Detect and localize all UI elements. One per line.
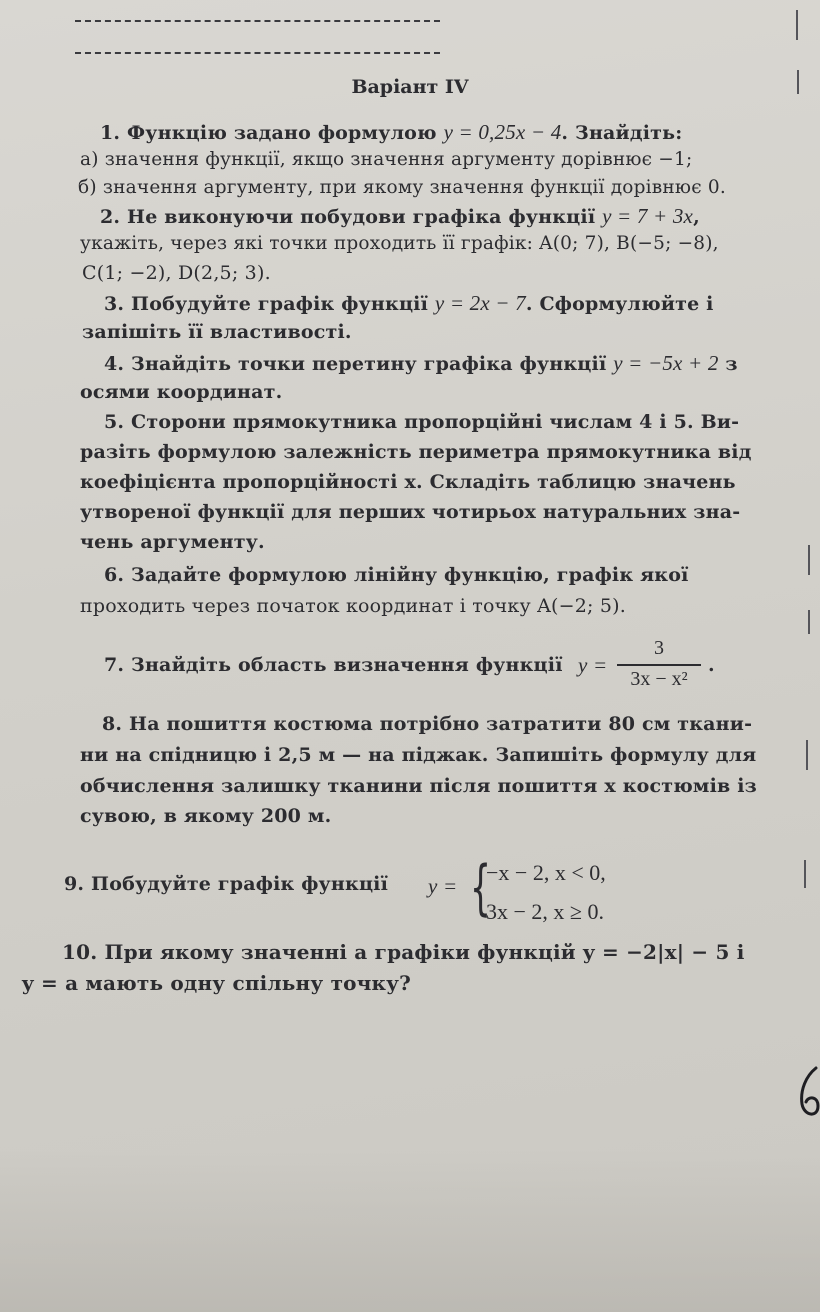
task-3-formula: y = 2x − 7 [434, 291, 526, 315]
task-1-text-end: . Знайдіть: [561, 122, 683, 144]
task-3-text: 3. Побудуйте графік функції [104, 293, 435, 315]
task-4-text-end: з [718, 353, 738, 375]
task-2-line-1 [100, 204, 700, 229]
task-5-line-3: коефіцієнта пропорційності x. Складіть таблицю значень [80, 471, 736, 493]
task-5-line-1: 5. Сторони прямокутника пропорційні числам 4 і 5. Ви- [104, 411, 740, 433]
task-2-line-3: C(1; −2), D(2,5; 3). [82, 262, 271, 284]
blank-answer-line-2 [75, 52, 440, 54]
fraction-bar [617, 664, 701, 666]
task-1-line-1 [100, 120, 682, 145]
task-5-line-2: разіть формулою залежність периметра прямокутника від [80, 441, 752, 463]
task-1-text: 1. Функцію задано формулою [100, 122, 444, 144]
task-9-lhs: y = [428, 874, 458, 898]
task-1-line-2: а) значення функції, якщо значення аргументу дорівнює −1; [80, 149, 693, 170]
task-4-formula: y = −5x + 2 [613, 351, 719, 375]
task-2-formula: y = 7 + 3x [602, 204, 694, 228]
blank-answer-line-1 [75, 20, 440, 22]
task-5-line-4: утвореної функції для перших чотирьох натуральних зна- [80, 501, 741, 523]
task-7-fraction [617, 637, 701, 697]
task-4-line-2: осями координат. [80, 381, 283, 403]
task-7-numerator: 3 [654, 637, 664, 659]
task-3-line-2: запішіть її властивості. [82, 321, 352, 343]
task-4-text: 4. Знайдіть точки перетину графіка функції [104, 353, 614, 375]
task-9-case-1: −x − 2, x < 0, [486, 860, 606, 885]
task-6-line-1: 6. Задайте формулою лінійну функцію, графік якої [104, 564, 689, 586]
task-8-line-1: 8. На пошиття костюма потрібно затратити 80 см ткани- [102, 713, 753, 735]
task-9-line-1: 9. Побудуйте графік функції [64, 873, 389, 895]
page-bottom-shadow [0, 1150, 820, 1312]
task-2-line-2: укажіть, через які точки проходить її графік: A(0; 7), B(−5; −8), [80, 233, 719, 254]
task-1-formula: y = 0,25x − 4 [443, 120, 562, 144]
page-edge-mark [808, 545, 810, 575]
piecewise-brace-icon: { [470, 853, 492, 923]
task-3-text-end: . Сформулюйте і [525, 293, 714, 315]
task-7-lhs: y = [578, 653, 608, 677]
task-10-line-1: 10. При якому значенні a графіки функцій y = −2|x| − 5 і [62, 940, 745, 964]
task-2-text: 2. Не виконуючи побудови графіка функції [100, 206, 603, 228]
task-2-text-end: , [693, 206, 700, 228]
task-8-line-2: ни на спідницю і 2,5 м — на піджак. Запишіть формулу для [80, 744, 757, 766]
page-edge-mark [804, 860, 806, 888]
task-1-line-3: б) значення аргументу, при якому значення функції дорівнює 0. [78, 177, 726, 198]
variant-heading: Варіант IV [351, 76, 469, 98]
task-9-case-2: 3x − 2, x ≥ 0. [486, 899, 604, 924]
task-7-end: . [708, 654, 715, 676]
task-7-denominator: 3x − x² [630, 668, 688, 690]
task-6-line-2: проходить через початок координат і точку A(−2; 5). [80, 595, 627, 617]
page-edge-mark [796, 10, 798, 40]
task-10-line-2: y = a мають одну спільну точку? [22, 971, 412, 995]
page-edge-mark [806, 740, 808, 770]
task-5-line-5: чень аргументу. [80, 531, 265, 553]
pen-mark-icon [796, 1066, 820, 1120]
task-3-line-1 [104, 291, 714, 316]
task-8-line-3: обчислення залишку тканини після пошиття x костюмів із [80, 775, 757, 797]
task-7-line-1: 7. Знайдіть область визначення функції [104, 654, 563, 676]
page-edge-mark [808, 610, 810, 634]
task-8-line-4: сувою, в якому 200 м. [80, 805, 332, 827]
task-4-line-1 [104, 351, 738, 376]
